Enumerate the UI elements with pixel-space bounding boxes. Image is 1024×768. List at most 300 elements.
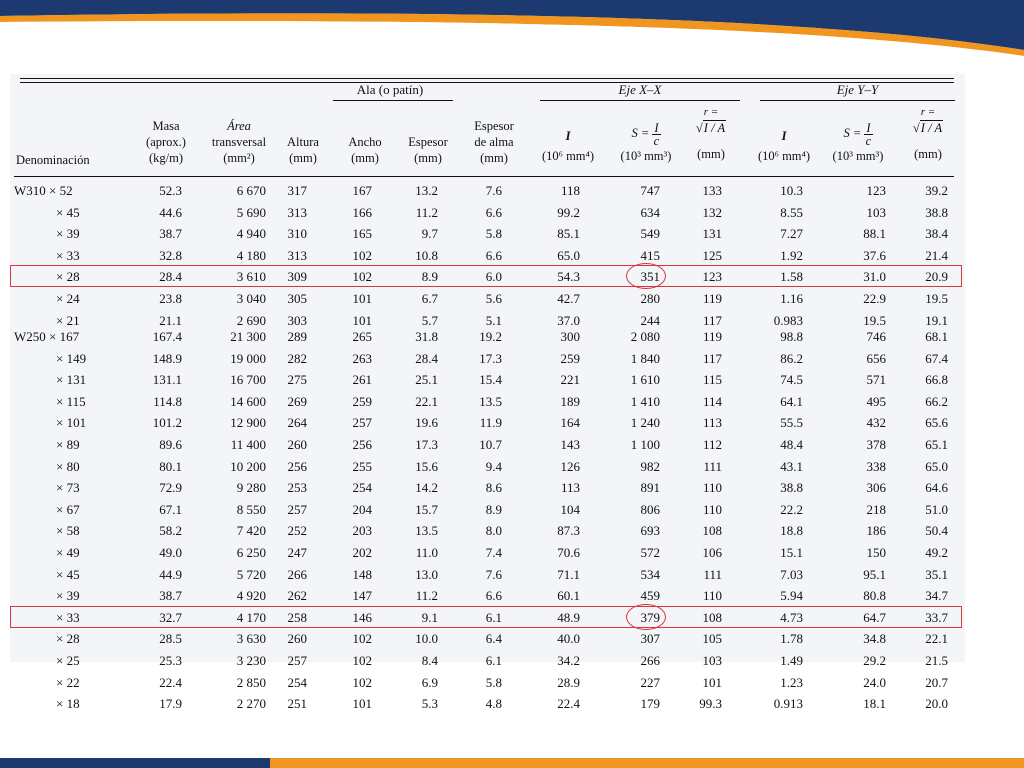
header-ancho-2: (mm) xyxy=(351,151,379,165)
row-cell: 125 xyxy=(702,247,722,263)
row-cell: 28.4 xyxy=(159,269,182,285)
row-cell: 2 850 xyxy=(236,674,266,690)
row-designation: × 73 xyxy=(56,480,80,496)
row-cell: 313 xyxy=(287,247,307,263)
row-cell: 14 600 xyxy=(230,393,266,409)
ala-group-header: Ala (o patín) xyxy=(356,82,424,97)
header-x-r-unit: (mm) xyxy=(697,147,725,161)
row-cell: 80.8 xyxy=(863,588,886,604)
row-designation: × 49 xyxy=(56,545,80,560)
row-cell: 38.8 xyxy=(780,480,803,496)
row-cell: 747 xyxy=(640,183,660,198)
header-y-S-sym: S = xyxy=(843,126,862,140)
row-cell: 38.7 xyxy=(159,588,182,604)
row-cell: 119 xyxy=(702,329,722,344)
header-altura-1: Altura xyxy=(287,135,319,149)
row-cell: 8.4 xyxy=(421,653,438,668)
row-cell: 165 xyxy=(352,226,372,242)
row-cell: 74.5 xyxy=(780,372,803,388)
row-cell: 5.94 xyxy=(780,588,803,604)
row-cell: 189 xyxy=(560,393,580,409)
highlight-row-box xyxy=(10,606,962,628)
row-cell: 102 xyxy=(352,674,372,690)
row-cell: 108 xyxy=(702,523,722,539)
row-cell: 80.1 xyxy=(159,458,182,474)
row-cell: 70.6 xyxy=(557,545,580,560)
header-x-S-formula xyxy=(610,118,682,148)
row-cell: 33.7 xyxy=(925,609,948,625)
row-cell: 22.1 xyxy=(925,631,948,647)
row-cell: 51.0 xyxy=(925,501,948,517)
row-cell: 48.9 xyxy=(557,609,580,625)
row-cell: 60.1 xyxy=(557,588,580,604)
header-area-2: transversal xyxy=(211,135,267,149)
row-cell: 4 920 xyxy=(236,588,266,604)
row-cell: 6.1 xyxy=(485,609,502,625)
row-cell: 113 xyxy=(702,415,722,431)
row-cell: 7.6 xyxy=(485,183,502,198)
row-cell: 10.7 xyxy=(479,437,502,452)
row-cell: 244 xyxy=(640,312,660,328)
row-cell: 65.0 xyxy=(557,247,580,263)
row-cell: 22.9 xyxy=(863,291,886,306)
header-x-I-sym: I xyxy=(565,129,571,143)
row-cell: 19.2 xyxy=(479,329,502,344)
row-cell: 111 xyxy=(703,458,722,474)
row-cell: 1.49 xyxy=(780,653,803,668)
row-cell: 310 xyxy=(287,226,307,242)
row-cell: 432 xyxy=(866,415,886,431)
row-cell: 22.4 xyxy=(159,674,182,690)
row-cell: 289 xyxy=(287,329,307,344)
row-cell: 5.8 xyxy=(485,674,502,690)
header-masa xyxy=(140,118,192,166)
row-cell: 50.4 xyxy=(925,523,948,539)
row-designation: × 21 xyxy=(56,312,80,328)
row-cell: 5 720 xyxy=(236,566,266,582)
row-cell: 9.1 xyxy=(421,609,438,625)
row-cell: 10.3 xyxy=(780,183,803,198)
row-cell: 202 xyxy=(352,545,372,560)
row-cell: 52.3 xyxy=(159,183,182,198)
header-y-r-sym: r = xyxy=(920,106,936,118)
row-cell: 34.2 xyxy=(557,653,580,668)
header-x-S-num: I xyxy=(654,120,659,135)
row-cell: 72.9 xyxy=(159,480,182,496)
row-cell: 4 940 xyxy=(236,226,266,242)
row-cell: 167.4 xyxy=(152,329,182,344)
row-cell: 252 xyxy=(287,523,307,539)
row-cell: 257 xyxy=(352,415,372,431)
row-cell: 255 xyxy=(352,458,372,474)
row-cell: 19.5 xyxy=(863,312,886,328)
row-cell: 89.6 xyxy=(159,437,182,452)
row-cell: 1 610 xyxy=(630,372,660,388)
header-ancho-1: Ancho xyxy=(348,135,382,149)
row-cell: 17.9 xyxy=(159,696,182,712)
row-cell: 44.6 xyxy=(159,204,182,220)
row-designation: × 39 xyxy=(56,588,80,604)
row-cell: 305 xyxy=(287,291,307,306)
row-cell: 8.55 xyxy=(780,204,803,220)
row-cell: 5.1 xyxy=(485,312,502,328)
row-cell: 7.03 xyxy=(780,566,803,582)
header-area-1: Área xyxy=(227,119,251,133)
row-cell: 9.7 xyxy=(421,226,438,242)
row-cell: 1 840 xyxy=(630,350,660,366)
row-cell: 303 xyxy=(287,312,307,328)
row-cell: 379 xyxy=(640,609,660,625)
row-cell: 338 xyxy=(866,458,886,474)
header-alma-2: de alma xyxy=(474,135,514,149)
header-bottom-rule xyxy=(14,176,954,177)
row-cell: 23.8 xyxy=(159,291,182,306)
row-cell: 10 200 xyxy=(230,458,266,474)
row-cell: 4.8 xyxy=(485,696,502,712)
row-cell: 256 xyxy=(352,437,372,452)
row-cell: 113 xyxy=(560,480,580,496)
row-cell: 67.1 xyxy=(159,501,182,517)
row-designation: × 33 xyxy=(56,609,80,625)
header-y-r-rad: I / A xyxy=(920,121,943,135)
row-cell: 65.6 xyxy=(925,415,948,431)
row-cell: 31.8 xyxy=(415,329,438,344)
header-masa-2: (aprox.) xyxy=(146,135,186,149)
row-cell: 38.4 xyxy=(925,226,948,242)
row-cell: 260 xyxy=(287,437,307,452)
row-cell: 264 xyxy=(287,415,307,431)
row-cell: 4.73 xyxy=(780,609,803,625)
row-cell: 126 xyxy=(560,458,580,474)
row-cell: 495 xyxy=(866,393,886,409)
row-designation: × 45 xyxy=(56,204,80,220)
row-cell: 259 xyxy=(560,350,580,366)
row-cell: 693 xyxy=(640,523,660,539)
row-designation: × 22 xyxy=(56,674,80,690)
row-cell: 58.2 xyxy=(159,523,182,539)
row-cell: 351 xyxy=(640,269,660,285)
row-cell: 7 420 xyxy=(236,523,266,539)
row-cell: 9 280 xyxy=(236,480,266,496)
header-y-S-den: c xyxy=(865,133,872,148)
row-cell: 103 xyxy=(702,653,722,668)
row-cell: 24.0 xyxy=(863,674,886,690)
row-cell: 32.7 xyxy=(159,609,182,625)
row-designation: × 28 xyxy=(56,269,80,285)
header-x-S-frac xyxy=(652,122,660,147)
row-cell: 43.1 xyxy=(780,458,803,474)
row-designation: × 28 xyxy=(56,631,80,647)
row-cell: 253 xyxy=(287,480,307,496)
row-cell: 132 xyxy=(702,204,722,220)
row-cell: 102 xyxy=(352,631,372,647)
row-cell: 11.2 xyxy=(415,204,438,220)
header-x-I-unit: (10⁶ mm⁴) xyxy=(541,149,595,163)
row-cell: 15.6 xyxy=(415,458,438,474)
row-cell: 317 xyxy=(287,183,307,198)
row-cell: 8.0 xyxy=(485,523,502,539)
row-cell: 118 xyxy=(560,183,580,198)
row-cell: 143 xyxy=(560,437,580,452)
row-cell: 6.1 xyxy=(485,653,502,668)
row-cell: 71.1 xyxy=(557,566,580,582)
header-espesor-2: (mm) xyxy=(414,151,442,165)
row-cell: 110 xyxy=(702,588,722,604)
header-y-S xyxy=(822,118,894,164)
row-cell: 48.4 xyxy=(780,437,803,452)
row-cell: 13.2 xyxy=(415,183,438,198)
row-cell: 28.5 xyxy=(159,631,182,647)
row-designation: W310 × 52 xyxy=(14,183,73,198)
row-cell: 101 xyxy=(352,291,372,306)
row-cell: 571 xyxy=(866,372,886,388)
row-cell: 572 xyxy=(640,545,660,560)
row-cell: 19 000 xyxy=(230,350,266,366)
row-cell: 309 xyxy=(287,269,307,285)
row-cell: 31.0 xyxy=(863,269,886,285)
row-cell: 306 xyxy=(866,480,886,496)
row-cell: 11.9 xyxy=(479,415,502,431)
row-cell: 25.3 xyxy=(159,653,182,668)
row-cell: 2 080 xyxy=(630,329,660,344)
row-cell: 5.6 xyxy=(485,291,502,306)
header-area-3: (mm²) xyxy=(223,151,255,165)
row-cell: 11.0 xyxy=(415,545,438,560)
row-cell: 117 xyxy=(702,312,722,328)
row-cell: 146 xyxy=(352,609,372,625)
highlight-s-circle xyxy=(626,604,666,630)
row-cell: 1.58 xyxy=(780,269,803,285)
row-cell: 42.7 xyxy=(557,291,580,306)
row-cell: 25.1 xyxy=(415,372,438,388)
row-cell: 8 550 xyxy=(236,501,266,517)
row-cell: 8.9 xyxy=(421,269,438,285)
row-cell: 2 690 xyxy=(236,312,266,328)
row-cell: 102 xyxy=(352,247,372,263)
row-cell: 66.8 xyxy=(925,372,948,388)
header-x-r-rad: I / A xyxy=(703,121,726,135)
row-cell: 99.3 xyxy=(699,696,722,712)
row-cell: 115 xyxy=(702,372,722,388)
row-cell: 66.2 xyxy=(925,393,948,409)
row-cell: 256 xyxy=(287,458,307,474)
row-cell: 3 610 xyxy=(236,269,266,285)
row-cell: 21.4 xyxy=(925,247,948,263)
header-alma-1: Espesor xyxy=(474,119,514,133)
row-cell: 103 xyxy=(866,204,886,220)
row-cell: 3 040 xyxy=(236,291,266,306)
row-cell: 13.5 xyxy=(415,523,438,539)
row-cell: 55.5 xyxy=(780,415,803,431)
row-cell: 634 xyxy=(640,204,660,220)
header-x-r-sym: r = xyxy=(703,106,719,118)
header-y-S-unit: (10³ mm³) xyxy=(832,149,884,163)
row-cell: 119 xyxy=(702,291,722,306)
ejey-group-header: Eje Y–Y xyxy=(836,82,879,97)
row-cell: 13.0 xyxy=(415,566,438,582)
header-x-S-sym: S = xyxy=(631,126,650,140)
ejey-group-line xyxy=(760,100,955,101)
row-designation: × 67 xyxy=(56,501,80,517)
row-cell: 2 270 xyxy=(236,696,266,712)
row-designation: × 80 xyxy=(56,458,80,474)
header-alma-3: (mm) xyxy=(480,151,508,165)
row-cell: 147 xyxy=(352,588,372,604)
row-cell: 275 xyxy=(287,372,307,388)
row-cell: 6 670 xyxy=(236,183,266,198)
row-cell: 17.3 xyxy=(479,350,502,366)
header-y-r xyxy=(900,104,956,162)
row-cell: 39.2 xyxy=(925,183,948,198)
row-cell: 260 xyxy=(287,631,307,647)
row-cell: 123 xyxy=(866,183,886,198)
row-cell: 28.9 xyxy=(557,674,580,690)
row-cell: 10.0 xyxy=(415,631,438,647)
row-cell: 49.0 xyxy=(159,545,182,560)
row-cell: 44.9 xyxy=(159,566,182,582)
row-cell: 88.1 xyxy=(863,226,886,242)
row-cell: 266 xyxy=(640,653,660,668)
row-cell: 265 xyxy=(352,329,372,344)
row-designation: × 149 xyxy=(56,350,87,366)
row-cell: 15.7 xyxy=(415,501,438,517)
row-cell: 16 700 xyxy=(230,372,266,388)
row-cell: 20.7 xyxy=(925,674,948,690)
header-area xyxy=(200,118,278,166)
row-cell: 102 xyxy=(352,653,372,668)
row-cell: 32.8 xyxy=(159,247,182,263)
row-cell: 65.1 xyxy=(925,437,948,452)
row-cell: 12 900 xyxy=(230,415,266,431)
header-x-r-formula: √I / A xyxy=(695,121,726,135)
row-cell: 6.7 xyxy=(421,291,438,306)
row-cell: 150 xyxy=(866,545,886,560)
row-cell: 891 xyxy=(640,480,660,496)
table-top-rule xyxy=(20,78,954,79)
row-cell: 18.1 xyxy=(863,696,886,712)
row-cell: 203 xyxy=(352,523,372,539)
row-cell: 1.92 xyxy=(780,247,803,263)
row-cell: 378 xyxy=(866,437,886,452)
row-cell: 148.9 xyxy=(152,350,182,366)
header-masa-3: (kg/m) xyxy=(148,151,184,165)
row-cell: 19.6 xyxy=(415,415,438,431)
row-cell: 21.5 xyxy=(925,653,948,668)
row-cell: 117 xyxy=(702,350,722,366)
header-espesor-1: Espesor xyxy=(408,135,448,149)
header-y-r-unit: (mm) xyxy=(914,147,942,161)
row-cell: 6 250 xyxy=(236,545,266,560)
row-cell: 5.7 xyxy=(421,312,438,328)
row-cell: 21.1 xyxy=(159,312,182,328)
row-cell: 9.4 xyxy=(485,458,502,474)
row-cell: 14.2 xyxy=(415,480,438,496)
row-cell: 22.4 xyxy=(557,696,580,712)
row-cell: 0.913 xyxy=(773,696,803,712)
row-cell: 307 xyxy=(640,631,660,647)
highlight-row-box xyxy=(10,265,962,287)
row-cell: 1.16 xyxy=(780,291,803,306)
row-cell: 34.8 xyxy=(863,631,886,647)
row-cell: 254 xyxy=(287,674,307,690)
row-cell: 114.8 xyxy=(153,393,182,409)
row-cell: 806 xyxy=(640,501,660,517)
row-cell: 6.9 xyxy=(421,674,438,690)
row-cell: 67.4 xyxy=(925,350,948,366)
row-cell: 257 xyxy=(287,653,307,668)
row-cell: 300 xyxy=(560,329,580,344)
row-cell: 166 xyxy=(352,204,372,220)
row-cell: 85.1 xyxy=(557,226,580,242)
row-designation: × 39 xyxy=(56,226,80,242)
row-cell: 258 xyxy=(287,609,307,625)
row-cell: 415 xyxy=(640,247,660,263)
header-y-S-num: I xyxy=(866,120,871,135)
row-cell: 34.7 xyxy=(925,588,948,604)
row-cell: 6.4 xyxy=(485,631,502,647)
row-cell: 101 xyxy=(702,674,722,690)
row-cell: 5.8 xyxy=(485,226,502,242)
row-cell: 227 xyxy=(640,674,660,690)
row-cell: 263 xyxy=(352,350,372,366)
row-cell: 247 xyxy=(287,545,307,560)
row-cell: 35.1 xyxy=(925,566,948,582)
row-cell: 19.5 xyxy=(925,291,948,306)
row-cell: 6.6 xyxy=(485,588,502,604)
row-designation: × 25 xyxy=(56,653,80,668)
row-cell: 37.0 xyxy=(557,312,580,328)
header-y-I-unit: (10⁶ mm⁴) xyxy=(757,149,811,163)
row-cell: 3 230 xyxy=(236,653,266,668)
row-cell: 1 410 xyxy=(630,393,660,409)
row-cell: 37.6 xyxy=(863,247,886,263)
row-cell: 13.5 xyxy=(479,393,502,409)
row-cell: 257 xyxy=(287,501,307,517)
row-cell: 982 xyxy=(640,458,660,474)
row-designation: × 101 xyxy=(56,415,87,431)
row-cell: 21 300 xyxy=(230,329,266,344)
row-cell: 1.78 xyxy=(780,631,803,647)
row-cell: 5.3 xyxy=(421,696,438,712)
row-cell: 22.1 xyxy=(415,393,438,409)
header-espesor xyxy=(398,134,458,166)
row-cell: 19.1 xyxy=(925,312,948,328)
row-cell: 549 xyxy=(640,226,660,242)
row-cell: 17.3 xyxy=(415,437,438,452)
header-y-S-formula xyxy=(822,118,894,148)
row-cell: 6.6 xyxy=(485,204,502,220)
row-designation: × 131 xyxy=(56,372,87,388)
row-cell: 95.1 xyxy=(863,566,886,582)
row-cell: 259 xyxy=(352,393,372,409)
row-cell: 104 xyxy=(560,501,580,517)
footer-stripe-orange xyxy=(270,758,1024,768)
row-cell: 68.1 xyxy=(925,329,948,344)
header-y-I xyxy=(748,128,820,164)
row-cell: 64.1 xyxy=(780,393,803,409)
header-x-r xyxy=(686,104,736,162)
ala-group-line xyxy=(333,100,453,101)
row-cell: 5 690 xyxy=(236,204,266,220)
row-cell: 8.9 xyxy=(485,501,502,517)
header-altura xyxy=(280,134,326,166)
row-designation: × 45 xyxy=(56,566,80,582)
row-cell: 3 630 xyxy=(236,631,266,647)
row-cell: 7.4 xyxy=(485,545,502,560)
row-cell: 18.8 xyxy=(780,523,803,539)
row-cell: 133 xyxy=(702,183,722,198)
row-cell: 99.2 xyxy=(557,204,580,220)
